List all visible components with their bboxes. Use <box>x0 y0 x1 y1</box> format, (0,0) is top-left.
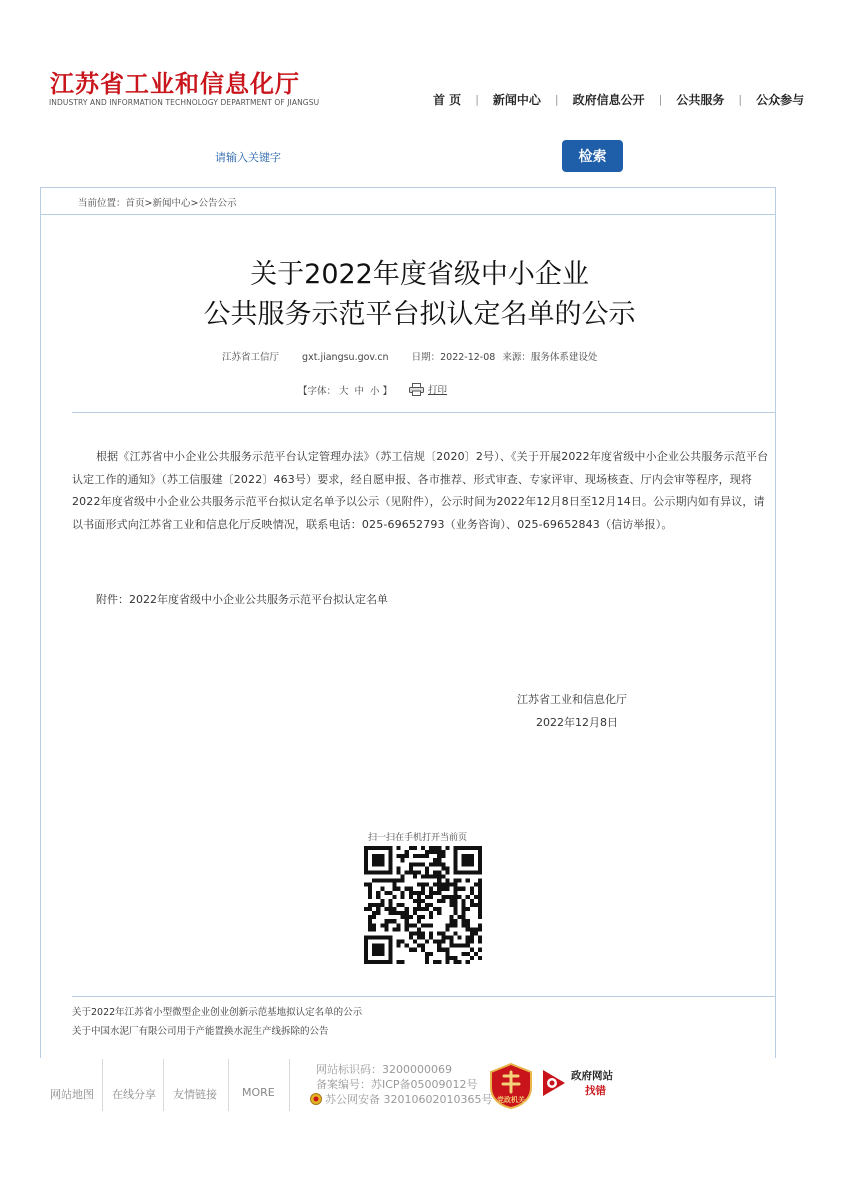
nav-gov-info[interactable]: 政府信息公开 <box>572 93 645 107</box>
find-error-button[interactable] <box>541 1068 613 1098</box>
main-nav <box>433 91 804 108</box>
font-size-large[interactable]: 大 <box>339 386 349 397</box>
font-size-close: 】 <box>382 386 393 397</box>
breadcrumb-notices[interactable]: 公告公示 <box>198 198 237 209</box>
meta-source: 来源：服务体系建设处 <box>502 352 598 363</box>
qr-code <box>364 846 482 964</box>
signature-date: 2022年12月8日 <box>536 716 618 729</box>
font-size-control <box>298 383 392 397</box>
breadcrumb-home[interactable]: 首页 <box>125 198 145 209</box>
footer-share[interactable]: 在线分享 <box>112 1088 156 1101</box>
meta-date: 日期：2022-12-08 <box>411 352 496 363</box>
police-emblem-icon <box>310 1093 322 1105</box>
footer-divider <box>289 1059 290 1111</box>
footer-divider <box>228 1059 229 1111</box>
breadcrumb-news[interactable]: 新闻中心 <box>152 198 191 209</box>
related-link[interactable]: 关于中国水泥厂有限公司用于产能置换水泥生产线拆除的公告 <box>72 1026 329 1037</box>
article-body: 根据《江苏省中小企业公共服务示范平台认定管理办法》（苏工信规〔2020〕2号）、《关于开展2022年度省级中小企业公共服务示范平台认定工作的通知》（苏工信服建〔2022〕463号）要求，经自愿申报、各市推荐、形式审查、专家评审、现场核查、厅内会审等程序，现将2022年度省级中小企业公共服务示范平台拟认定名单予以公示（见附件），公示时间为2022年12月8日至12月14日。公示期内如有异议，请以书面形式向江苏省工业和信息化厅反映情况，联系电话：025-69652793（业务咨询）、025-69652843（信访举报）。 <box>72 450 769 531</box>
party-gov-badge-icon[interactable] <box>487 1062 535 1110</box>
breadcrumb <box>78 195 237 209</box>
qr-caption: 扫一扫在手机打开当前页 <box>368 833 468 843</box>
nav-separator: | <box>475 93 479 106</box>
footer-friend-links[interactable]: 友情链接 <box>173 1088 217 1101</box>
find-error-title: 政府网站 <box>571 1070 613 1082</box>
nav-public-service[interactable]: 公共服务 <box>676 93 725 107</box>
printer-icon <box>409 383 424 396</box>
nav-home[interactable]: 首 页 <box>433 93 462 107</box>
site-logo-subtitle: INDUSTRY AND INFORMATION TECHNOLOGY DEPARTMENT OF JIANGSU <box>49 98 320 107</box>
find-error-subtitle: 找错 <box>585 1085 606 1097</box>
breadcrumb-sep: > <box>190 198 199 209</box>
font-size-small[interactable]: 小 <box>370 386 380 397</box>
site-logo-title[interactable]: 江苏省工业和信息化厅 <box>50 70 300 98</box>
meta-publisher: 江苏省工信厅 <box>222 352 280 363</box>
nav-separator: | <box>554 93 559 106</box>
breadcrumb-prefix: 当前位置： <box>78 198 126 209</box>
footer-more[interactable]: MORE <box>242 1086 275 1099</box>
footer-police-text: 苏公网安备 32010602010365号 <box>325 1093 493 1106</box>
font-size-open: 【字体： <box>298 386 337 397</box>
nav-separator: | <box>738 93 743 106</box>
article-meta <box>222 349 617 363</box>
related-divider <box>72 996 775 997</box>
party-gov-badge-text: 党政机关 <box>497 1096 525 1104</box>
meta-domain: gxt.jiangsu.gov.cn <box>302 352 389 363</box>
print-button[interactable] <box>409 382 447 396</box>
nav-news-center[interactable]: 新闻中心 <box>492 93 541 107</box>
related-link[interactable]: 关于2022年江苏省小型微型企业创业创新示范基地拟认定名单的公示 <box>72 1007 363 1018</box>
footer-sitemap[interactable]: 网站地图 <box>50 1088 94 1101</box>
breadcrumb-divider <box>41 214 775 215</box>
footer-divider <box>163 1059 164 1111</box>
meta-divider <box>72 412 775 413</box>
article-attachment[interactable]: 附件：2022年度省级中小企业公共服务示范平台拟认定名单 <box>96 593 388 606</box>
print-label: 打印 <box>428 385 448 396</box>
breadcrumb-sep: > <box>144 198 153 209</box>
search-button[interactable]: 检索 <box>562 140 623 172</box>
find-error-icon <box>541 1068 567 1098</box>
search-input[interactable] <box>195 148 555 166</box>
footer-police[interactable] <box>310 1091 492 1107</box>
article-title-line1: 关于2022年度省级中小企业 <box>250 259 589 290</box>
footer-icp[interactable]: 备案编号：苏ICP备05009012号 <box>316 1078 478 1091</box>
footer-site-code: 网站标识码：3200000069 <box>316 1063 452 1076</box>
signature-org: 江苏省工业和信息化厅 <box>517 693 627 706</box>
article-title-line2: 公共服务示范平台拟认定名单的公示 <box>203 299 636 330</box>
font-size-medium[interactable]: 中 <box>354 386 365 397</box>
nav-public-participation[interactable]: 公众参与 <box>756 93 805 107</box>
footer-divider <box>102 1059 103 1111</box>
nav-separator: | <box>658 93 663 106</box>
